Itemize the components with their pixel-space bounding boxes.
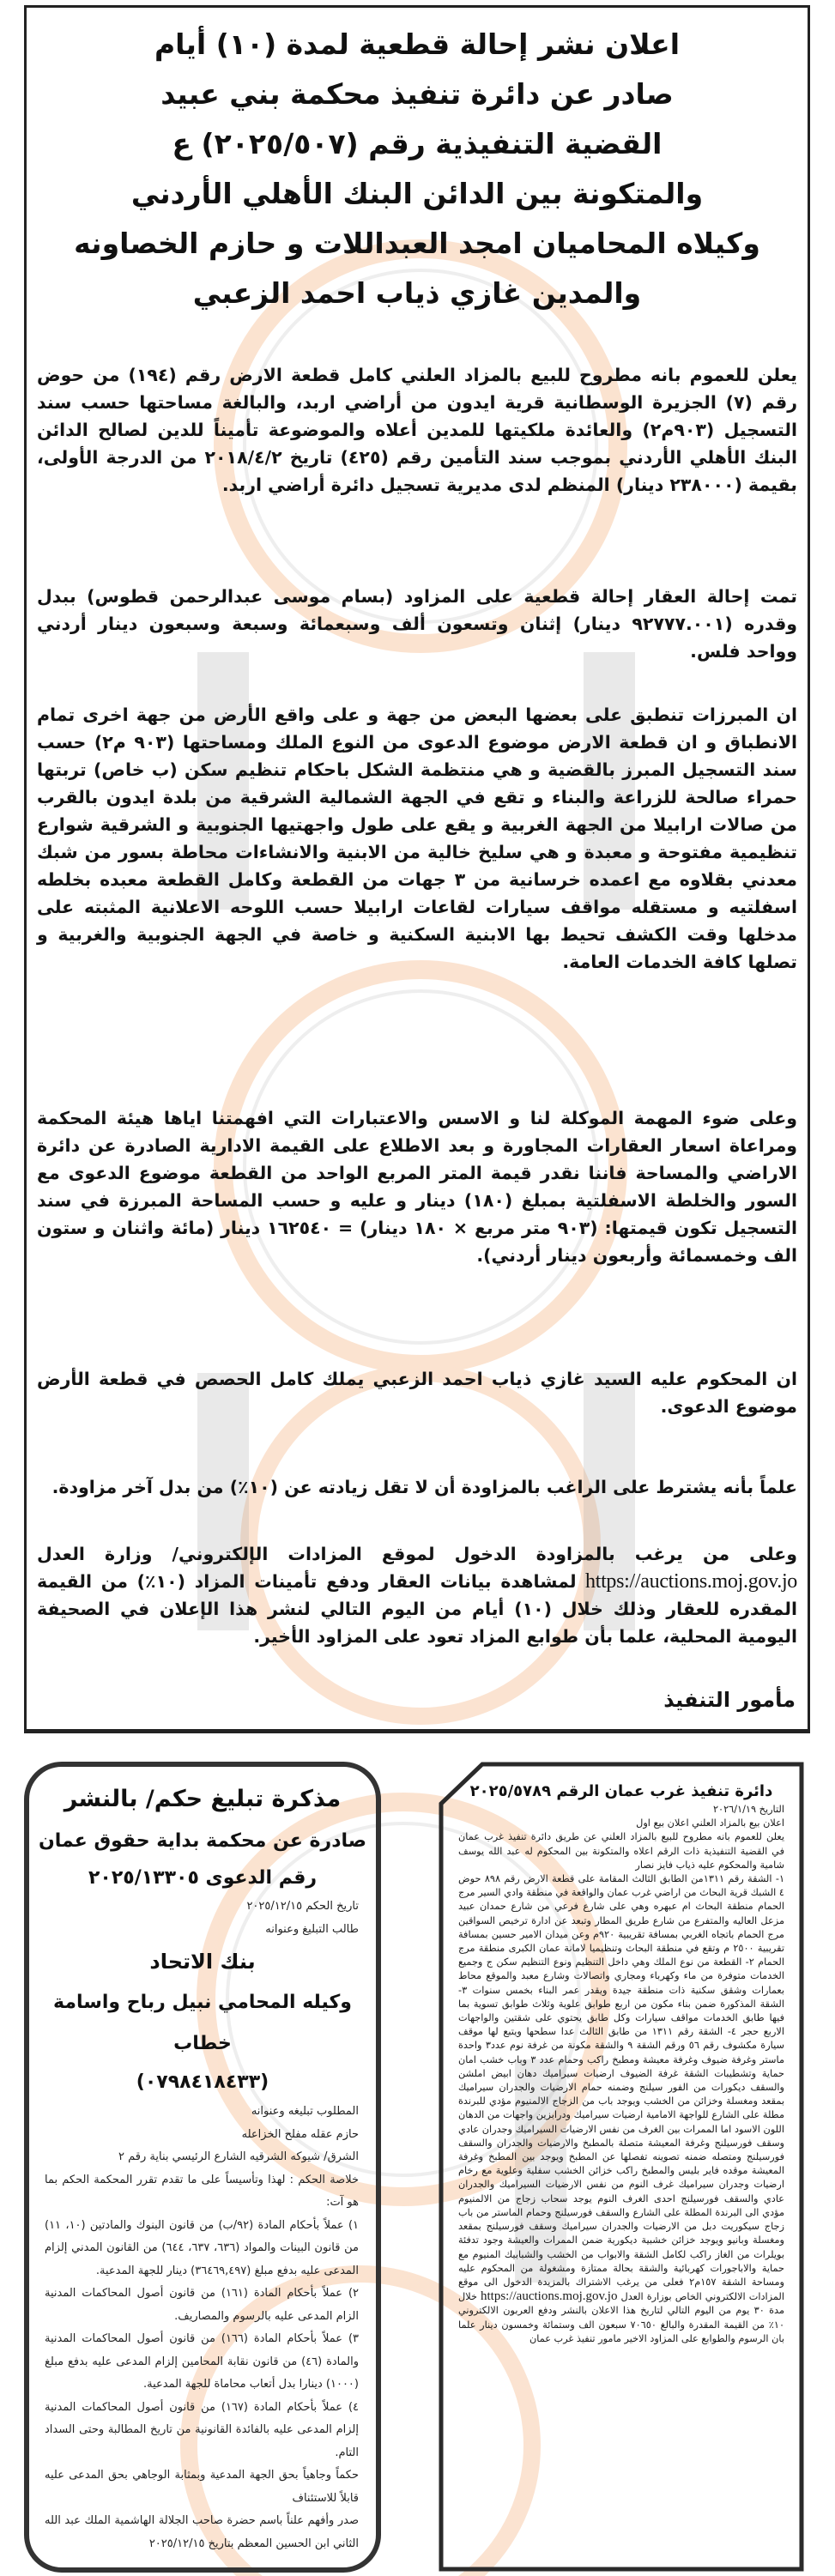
sale-announcement-paragraph: يعلن للعموم بانه مطروح للبيع بالمزاد العلني كامل قطعة الارض رقم (١٩٤) من حوض رقم (٧) الجزيرة الوسطانية قرية ايدون من أراضي اربد، والبالغة مساحتها حسب سند التسجيل (٩٠٣م٢) والعائدة ملكيتها للمدين أعلاه والموضوعة تأميناً للدين لصالح الدائن البنك الأهلي الأردني بموجب سند التأمين رقم (٤٢٥) تاريخ ٢٠١٨/٤/٢ من الدرجة الأولى، بقيمة (٢٣٨٠٠٠ دينار) المنظم لدى مديرية تسجيل دائرة أراضي اربد.	[37, 365, 798, 495]
court-name: صادرة عن محكمة بداية حقوق عمان	[38, 1830, 367, 1852]
notice-line: المطلوب تبليغه وعنوانه	[251, 2105, 359, 2118]
ownership-paragraph: ان المحكوم عليه السيد غازي ذياب احمد الزعبي يملك كامل الحصص في قطعة الأرض موضوع الدعوى.	[37, 1369, 797, 1417]
notice-title	[27, 20, 808, 318]
online-auction-text: لمشاهدة بيانات العقار ودفع تأمينات المزاد (١٠٪) من القيمة المقدره للعقار وذلك خلال (١٠) أيام من اليوم التالي لنشر هذا الإعلان في الصحيفة اليومية المحلية، علما بأن طوابع المزاد تعود على المزاود الأخير.	[37, 1571, 797, 1647]
online-auction-paragraph	[37, 1540, 797, 1650]
bid-condition-paragraph: علماً بأنه يشترط على الراغب بالمزاودة أن لا تقل زيادته عن (١٠٪) من بدل آخر مزاودة.	[51, 1477, 797, 1497]
title-line: اعلان نشر إحالة قطعية لمدة (١٠) أيام	[154, 27, 681, 61]
judgment-summary: خلاصة الحكم : لهذا وتأسيساً على ما تقدم تقرر المحكمة الحكم بما هو آت:	[45, 2173, 359, 2209]
online-auction-text: وعلى من يرغب بالمزاودة الدخول لموقع المزادات الإلكتروني/ وزارة العدل	[37, 1544, 797, 1564]
issuance-line: صدر وأفهم علناً باسم حضرة صاحب الجلالة الهاشمية الملك عبد الله الثاني ابن الحسين المعظم بتاريخ ٢٠٢٥/١٢/١٥	[45, 2514, 359, 2550]
lawyers: وكيله المحامي نبيل رباح واسامة خطاب	[53, 1992, 352, 2054]
phone-number: (٠٧٩٨٤١٨٤٣٣)	[136, 2071, 269, 2093]
judgment-type: حكماً وجاهياً بحق الجهة المدعية وبمثابة الوجاهي بحق المدعى عليه قابلاً للاستئناف	[45, 2469, 359, 2505]
defendant-name: حازم عقله مفلح الخزاعله	[241, 2127, 359, 2141]
signature: مأمور التنفيذ	[663, 1688, 796, 1712]
judgment-item: ٣) عملاً بأحكام المادة (١٦٦) من قانون أصول المحاكمات المدنية والمادة (٤٦) من قانون نقابة المحامين إلزام المدعى عليه بدفع مبلغ (١٠٠٠) دينارا بدل أتعاب محاماة للجهة المدعية.	[45, 2332, 359, 2391]
title-line: والمتكونة بين الدائن البنك الأهلي الأردني	[130, 177, 704, 210]
property-details-text: ١- الشقة رقم ١٣١١من الطابق الثالث المقامة على قطعة الارض رقم ٨٩٨ حوض ٤ الشبك قرية البحاث من اراضي غرب عمان والواقعة في منطقة وادي السير مرج الحمام منطقة البحاث ام عبهره وهي على شارع فرعي من شارع حمدان عبيد مزعل العاليه والمتفرع من شارع طريق المطار وتبعد عن ادارة ترخيص السواقين مرج الحمام باتجاه الغربي بمسافة تقريبية ٩٢٠م وعن ميدان الامير حسين بمسافة تقريبية ٢٥٠٠ م وتقع في منطقة البحاث وتنظيميا لامانة عمان الكبرى منطقة مرج الحمام ٢- القطعة من نوع الملك وهي داخل التنظيم ونوع التنظيم سكن ج وجميع الخدمات متوفرة من ماء وكهرباء ومجاري واتصالات وشارع معبد والموقع محاط بعمارات وشقق سكنية ذات منطقة جيدة ويقدر عمر البناء بخمس سنوات ٣- الشقة المذكورة ضمن بناء مكون من اربع طوابق علوية وثلاث طوابق تسوية بما فيها طابق الخدمات مواقف سيارات وكل طابق يحتوي على شقتين والواجهات الاربع حجر ٤- الشقة رقم ١٣١١ من طابق الثالث عدا سطحها ويتبع لها موقف سيارة مكشوف رقم ٥٦ ورقم الشقة ٩ والشقة مكونة من غرفة نوم عدد٣ واحدة ماستر وغرفة ضيوف وغرفة معيشة ومطبخ راكب وحمام عدد ٣ وباب خشب امان حماية وتشطيبات الشقة غرفة الضيوف ارضيات سيراميك دهان ابيض املشن والسقف ديكورات من الفور سيلنج وضمنه حمام الارضيات والجدران سيراميك بمقعد ومغسلة وخزائن من الخشب ويوجد باب من الزجاج الالمنيوم مؤدي للبرندة مطلة على الشارع للواجهة الامامية ارضيات سيراميك ودرابزين واجهات من الدهان اللون الاسود اما الممرات بين الغرف من نفس الارضيات السيراميك وجدران عادي وسقف فورسيلنج وغرفة المعيشة متصلة بالمطبخ والارضيات والجدران والسقف فورسيلنج ومتصله ضمنه تصوينه تفصلها عن المطبخ ويوجد بين المطبخ وغرفة المعيشة موقده فاير بليس والمطبخ راكب خزائن الخشب سفلية وعلوية مع رخام ارضيات وجدران سيراميك غرف النوم من نفس الارضيات السيراميك والجدران عادي والسقف فورسيلنج احدى الغرف النوم يوجد سحاب زجاج من الالمنيوم مؤدي الى البرندة المطلة على الشارع والسقف فورسيلنج وحمام الماستر من باب زجاج سيكوريت دبل من الارضيات والجدران سيراميك وسقف فورسيلنج بمقعد ومغسلة وبانيو ويوجد خزائن خشبية ديكورية ضمن الممرات والعيشة وجود تدفئة بويلرات من الغاز راكب لكامل الشقة والابواب من الخشب والشبابيك المنيوم مع حماية والاباجورات كهربائية والشقة بحالة ممتازة ومشغولة من المحكوم عليه ومساحة الشقة ١٥٧م٢ فعلى من يرغب الاشتراك بالمزيدة الدخول الى موقع المزادات الالكتروني الخاص بوزارة العدل	[458, 1873, 785, 2303]
judgment-item: ٤) عملاً بأحكام المادة (١٦٧) من قانون أصول المحاكمات المدنية إلزام المدعى عليه بالفائدة القانونية من تاريخ المطالبة وحتى السداد التام.	[45, 2400, 359, 2459]
judgment-notification-notice	[24, 1762, 381, 2573]
valuation-paragraph: وعلى ضوء المهمة الموكلة لنا و الاسس والاعتبارات التي افهمتنا اياها هيئة المحكمة ومراعاة اسعار العقارات المجاورة و بعد الاطلاع على القيمة الادارية الصادرة عن دائرة الاراضي والمساحة فاننا نقدر قيمة المتر المربع الواحد من القطعة موضوع الدعوى مع السور والخلطة الاسفلتية بمبلغ (١٨٠) دينار و عليه و حسب المساحة المبرزة في سند التسجيل تكون قيمتها: (٩٠٣ متر مربع × ١٨٠ دينار) = ١٦٢٥٤٠ دينار (مائة واثنان و ستون الف وخمسمائة وأربعون دينار أردني).	[37, 1108, 798, 1266]
notice-intro: يعلن للعموم بانه مطروح للبيع بالمزاد العلني عن طريق دائرة تنفيذ غرب عمان في القضية التنفيذية ذات الرقم اعلاه والمتكونة بين المحكوم له عبد الله يوسف شامية والمحكوم عليه ذياب فايز نصار	[458, 1831, 784, 1871]
notice-title: مذكرة تبليغ حكم/ بالنشر	[64, 1786, 342, 1812]
notice-heading: اعلان بيع بالمزاد العلني اعلان بيع اول	[636, 1817, 784, 1829]
auction-website-url: https://auctions.moj.gov.jo	[481, 2289, 618, 2304]
title-line: والمدين غازي ذياب احمد الزعبي	[192, 276, 642, 310]
property-description-paragraph: ان المبرزات تنطبق على بعضها البعض من جهة و على واقع الأرض من جهة اخرى تمام الانطباق و ان قطعة الارض موضوع الدعوى من النوع الملك ومساحتها (٩٠٣ م٢) حسب سند التسجيل المبرز بالقضية و هي منتظمة الشكل باحكام تنظيم سكن (ب خاص) تربتها حمراء صالحة للزراعة والبناء و تقع في الجهة الشمالية الشرقية من بلدة ايدون بالقرب من صالات ارابيلا من الجهة الغربية و يقع على طول واجهتيها الجنوبية و الشرقية شوارع تنظيمية مفتوحة و معبدة و هي سليخ خالية من الابنية والانشاءات محاطة بسور من شبك معدني بقلاوه مع اعمده خرسانية من ٣ جهات من القطعة وكامل القطعة معبده بخلطه اسفلتيه و مستقله مواقف سيارات لقاعات ارابيلا حسب اللوحه الاعلانية المثبته على مدخلها وقت الكشف تحيط بها الابنية السكنية و خاصة في الجهة الجنوبية والغربية و تصلها كافة الخدمات العامة.	[37, 704, 797, 972]
property-details-text: خلال مدة ٣٠ يوم من اليوم التالي لتاريخ هذا الاعلان بالنشر ودفع العربون الالكتروني ١٠٪ من القيمة المقدرة والبالغ ٧٠٦٥٠ سبعون الف وستمائة وخمسون دينار علما بان الرسوم والطوابع على المزاود الاخير مامور تنفيذ غرب عمان	[458, 2291, 785, 2344]
property-details	[458, 1872, 784, 2346]
notice-date: التاريخ ٢٠٢٦/١/١٩	[712, 1804, 784, 1815]
public-auction-notice	[458, 1781, 784, 2346]
case-number: رقم الدعوى ٢٠٢٥/١٣٣٠٥	[88, 1867, 318, 1889]
notice-title: دائرة تنفيذ غرب عمان الرقم ٢٠٢٥/٥٧٨٩	[469, 1782, 773, 1800]
requester-name: بنك الاتحاد	[149, 1950, 256, 1974]
title-line: صادر عن دائرة تنفيذ محكمة بني عبيد	[160, 77, 674, 111]
title-line: وكيلاه المحاميان امجد العبداللات و حازم الخصاونه	[74, 227, 760, 260]
judgment-item: ١) عملاً بأحكام المادة (٩٢/ب) من قانون البنوك والمادتين (١٠، ١١) من قانون البينات والمواد (٦٣٦، ٦٣٧، ٦٤٤) من القانون المدني إلزام المدعى عليه بدفع مبلغ (٣٦٤٦٩,٤٩٧) دينار للجهة المدعية.	[45, 2218, 360, 2277]
title-line: القضية التنفيذية رقم (٢٠٢٥/٥٠٧) ع	[172, 127, 663, 160]
auction-website-url: https://auctions.moj.gov.jo	[585, 1570, 798, 1593]
award-paragraph: تمت إحالة العقار إحالة قطعية على المزاود (بسام موسى عبدالرحمن قطوس) ببدل وقدره (٩٢٧٧٧.٠٠١ دينار) إثنان وتسعون ألف وسبعمائة وسبعة وسبعون دينار أردني وواحد فلس.	[37, 586, 797, 662]
requester-label: طالب التبليغ وعنوانه	[265, 1922, 359, 1936]
defendant-address: الشرق/ شيوكه الشرقيه الشارع الرئيسي بناية رقم ٢	[118, 2150, 359, 2163]
judgment-item: ٢) عملاً بأحكام المادة (١٦١) من قانون أصول المحاكمات المدنية الزام المدعى عليه بالرسوم والمصاريف.	[45, 2287, 359, 2323]
judgment-date: تاريخ الحكم ٢٠٢٥/١٢/١٥	[246, 1900, 359, 1913]
auction-award-notice	[24, 5, 810, 1733]
